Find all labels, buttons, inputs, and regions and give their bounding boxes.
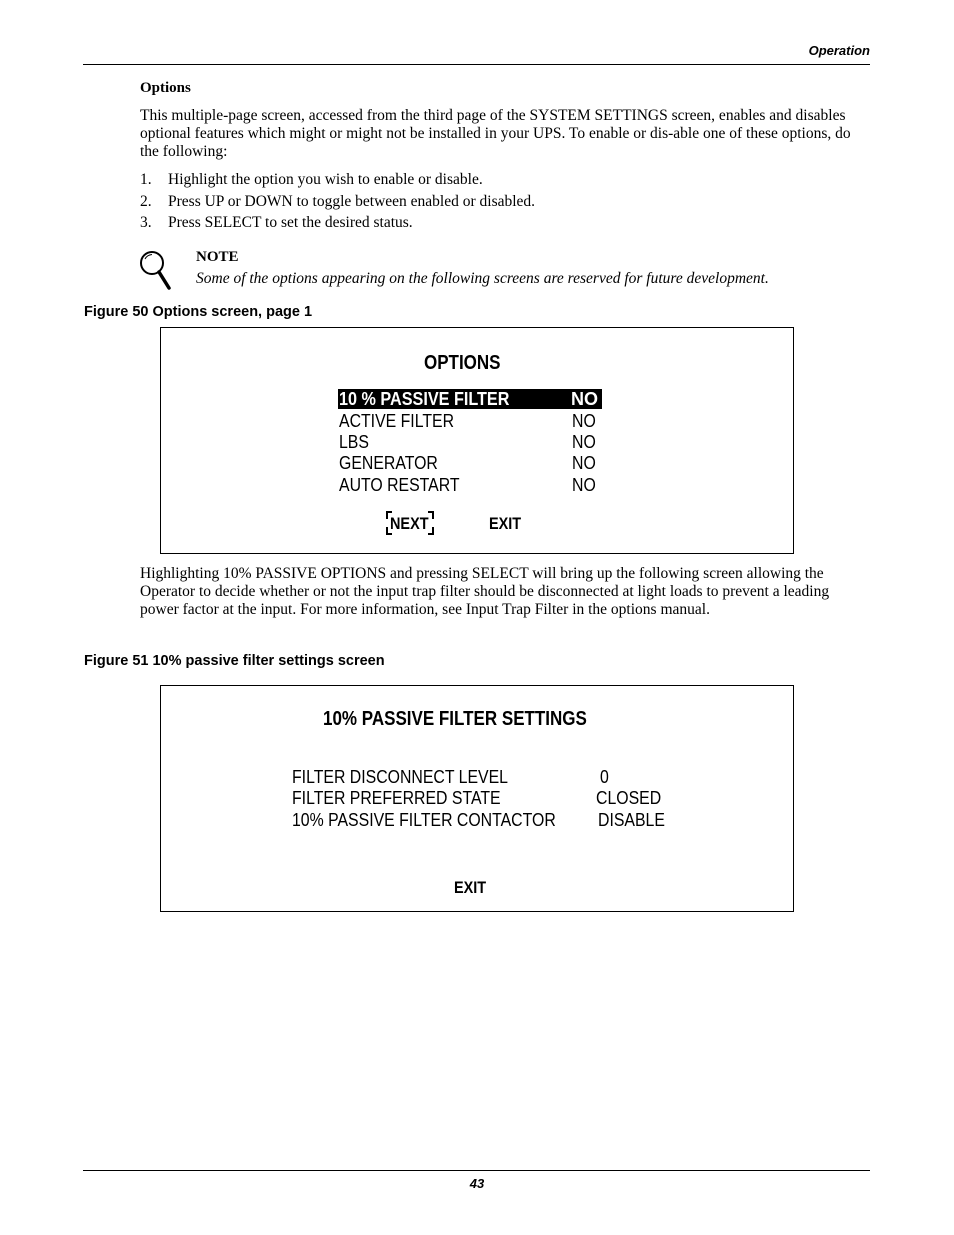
- setting-row[interactable]: [292, 767, 508, 788]
- step-text: Press UP or DOWN to toggle between enabled or disabled.: [168, 192, 536, 210]
- option-row[interactable]: [339, 411, 454, 432]
- header-rule: [83, 64, 870, 65]
- setting-value: CLOSED: [596, 788, 662, 808]
- option-label: 10 % PASSIVE FILTER: [339, 389, 510, 409]
- options-screen: [160, 327, 794, 554]
- option-row[interactable]: [339, 475, 460, 496]
- figure-51-caption: Figure 51 10% passive filter settings screen: [84, 653, 385, 669]
- option-value: NO: [571, 389, 598, 409]
- figure-50-caption: Figure 50 Options screen, page 1: [84, 304, 313, 320]
- setting-value: DISABLE: [598, 810, 665, 830]
- next-label: NEXT: [390, 514, 429, 533]
- option-value: NO: [572, 411, 596, 431]
- step-number: 1.: [140, 171, 152, 188]
- setting-value: 0: [600, 767, 609, 787]
- passive-filter-settings-screen: [160, 685, 794, 912]
- exit-button[interactable]: EXIT: [489, 514, 522, 533]
- option-label: ACTIVE FILTER: [339, 411, 455, 431]
- next-button[interactable]: [386, 511, 434, 535]
- step-text: Press SELECT to set the desired status.: [168, 214, 413, 231]
- screen-title: 10% PASSIVE FILTER SETTINGS: [323, 708, 587, 730]
- bracket-corner: [428, 511, 434, 519]
- footer-rule: [83, 1170, 870, 1171]
- option-value: NO: [572, 475, 596, 495]
- option-label: LBS: [339, 432, 369, 452]
- screen-title: OPTIONS: [424, 352, 501, 374]
- option-row[interactable]: [339, 432, 369, 453]
- step-number: 2.: [140, 192, 152, 210]
- bracket-corner: [428, 527, 434, 535]
- setting-label: FILTER DISCONNECT LEVEL: [292, 767, 508, 787]
- step-text: Highlight the option you wish to enable or disable.: [168, 171, 483, 188]
- page-number: 43: [469, 1176, 485, 1191]
- step-number: 3.: [140, 214, 152, 231]
- option-value: NO: [572, 453, 596, 473]
- running-header: Operation: [808, 43, 870, 58]
- list-item: [140, 214, 535, 236]
- note-label: NOTE: [196, 249, 239, 265]
- list-item: [140, 193, 535, 215]
- intro-paragraph: This multiple-page screen, accessed from the third page of the SYSTEM SETTINGS screen, enables and disables optional features which might or might not be installed in your UPS. To enable or dis-able one of these options, do the following:: [140, 107, 851, 160]
- note-text: Some of the options appearing on the following screens are reserved for future development.: [196, 270, 769, 287]
- setting-row[interactable]: [292, 810, 556, 831]
- setting-label: 10% PASSIVE FILTER CONTACTOR: [292, 810, 556, 830]
- middle-paragraph: Highlighting 10% PASSIVE OPTIONS and pressing SELECT will bring up the following screen allowing the Operator to decide whether or not the input trap filter should be disconnected at light loads to prevent a leading power factor at the input. For more information, see Input Trap Filter in the options manual.: [140, 565, 830, 618]
- option-row[interactable]: [339, 453, 438, 474]
- section-heading: Options: [140, 80, 191, 96]
- magnifier-icon: [137, 250, 173, 297]
- option-label: GENERATOR: [339, 453, 438, 473]
- option-value: NO: [572, 432, 596, 452]
- highlighted-option-row[interactable]: [338, 389, 602, 409]
- list-item: [140, 171, 535, 193]
- setting-label: FILTER PREFERRED STATE: [292, 788, 501, 808]
- steps-list: [140, 171, 535, 236]
- option-label: AUTO RESTART: [339, 475, 460, 495]
- setting-row[interactable]: [292, 788, 501, 809]
- exit-button[interactable]: EXIT: [454, 878, 487, 897]
